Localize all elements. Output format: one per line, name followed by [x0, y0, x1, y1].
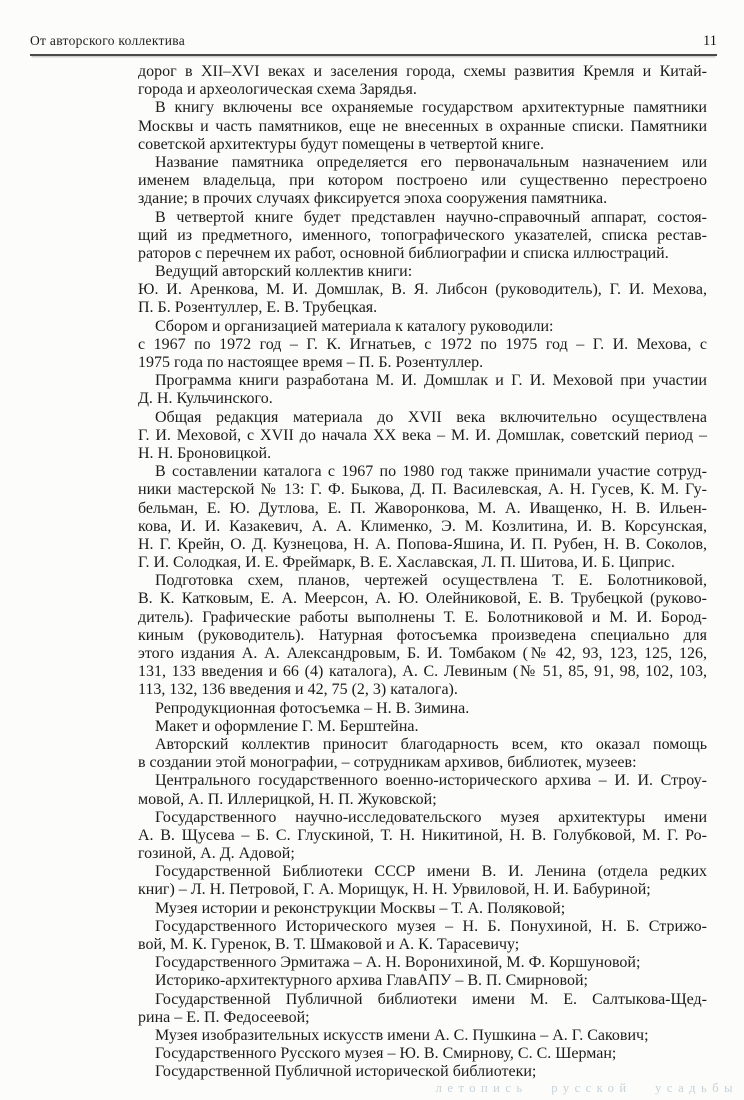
text-line: Центрального государственного военно-исторического архива – И. И. Строу- [155, 772, 707, 790]
text-line: Г. И. Меховой, с XVII до начала XX века – М. И. Домшлак, советский период – [138, 426, 707, 444]
text-line: Программа книги разработана М. И. Домшлак и Г. И. Меховой при участии [155, 372, 707, 390]
text-line: В. К. Катковым, Е. А. Меерсон, А. Ю. Олейниковой, Е. В. Трубецкой (руково- [138, 590, 707, 608]
text-line: Авторский коллектив приносит благодарность всем, кто оказал помощь [155, 735, 707, 753]
text-line: Н. Н. Броновицкой. [138, 444, 272, 462]
text-line: Государственной Библиотеки СССР имени В. И. Ленина (отдела редких [155, 863, 707, 881]
text-line: П. Б. Розентуллер, Е. В. Трубецкая. [138, 299, 378, 317]
text-line: ники мастерской № 13: Г. Ф. Быкова, Д. П. Василевская, А. Н. Гусев, К. М. Гу- [138, 481, 707, 499]
page-number: 11 [703, 33, 717, 49]
text-line: бельман, Е. Ю. Дутлова, Е. П. Жаворонкова, М. А. Иващенко, Н. В. Ильен- [138, 499, 707, 517]
running-header [30, 33, 717, 56]
text-line: Сбором и организацией материала к каталогу руководили: [155, 317, 554, 335]
text-line: Н. Г. Крейн, О. Д. Кузнецова, Н. А. Попова-Яшина, И. П. Рубен, Н. В. Соколов, [138, 535, 707, 553]
text-line: Музея изобразительных искусств имени А. С. Пушкина – А. Г. Сакович; [155, 1026, 649, 1044]
text-line: этого издания А. А. Александровым, Б. И. Томбаком (№ 42, 93, 123, 125, 126, [138, 645, 707, 662]
text-line: Макет и оформление Г. М. Берштейна. [155, 717, 419, 735]
text-line: щий из предметного, именного, топографического указателей, списка рестав- [138, 226, 707, 244]
text-line: книг) – Л. Н. Петровой, Г. А. Морищук, Н. Н. Урвиловой, Н. И. Бабуриной; [138, 881, 651, 899]
text-line: Название памятника определяется его первоначальным назначением или [155, 153, 707, 171]
text-line: киным (руководитель). Натурная фотосъемка произведена специально для [138, 626, 707, 644]
text-line: 131, 133 введения и 66 (4) каталога), А. С. Левиным (№ 51, 85, 91, 98, 102, 103, [138, 663, 707, 681]
text-line: раторов с перечнем их работ, основной библиографии и списка иллюстраций. [138, 244, 669, 262]
text-line: Государственного Исторического музея – Н. Б. Понухиной, Н. Б. Стрижо- [155, 917, 707, 935]
text-line: А. В. Щусева – Б. С. Глускиной, Т. Н. Никитиной, Н. В. Голубковой, М. Г. Ро- [138, 826, 707, 844]
text-line: Подготовка схем, планов, чертежей осуществлена Т. Е. Болотниковой, [155, 572, 707, 590]
text-line: 113, 132, 136 введения и 42, 75 (2, 3) каталога). [138, 681, 458, 699]
text-line: Государственного Русского музея – Ю. В. Смирнову, С. С. Шерман; [155, 1045, 617, 1063]
text-line: 1975 года по настоящее время – П. Б. Розентуллер. [138, 354, 484, 371]
text-line: В составлении каталога с 1967 по 1980 год также принимали участие сотруд- [155, 463, 707, 481]
text-line: мовой, А. П. Иллерицкой, Н. П. Жуковской; [138, 790, 437, 808]
text-line: Москвы и часть памятников, еще не внесенных в охранные списки. Памятники [138, 117, 707, 135]
text-line: кова, И. И. Казакевич, А. А. Клименко, Э. М. Козлитина, И. В. Корсунская, [138, 517, 707, 535]
text-line: дорог в XII–XVI веках и заселения города, схемы развития Кремля и Китай- [138, 63, 707, 80]
text-line: рина – Е. П. Федосеевой; [138, 1008, 310, 1026]
text-line: города и археологическая схема Зарядья. [138, 81, 417, 99]
scan-watermark: летопись русской усадьбы [435, 1081, 738, 1095]
text-line: гозиной, А. Д. Адовой; [138, 845, 295, 863]
text-line: здание; в прочих случаях фиксируется эпоха сооружения памятника. [138, 190, 608, 208]
text-line: Историко-архитектурного архива ГлавАПУ – В. П. Смирновой; [155, 972, 588, 990]
text-line: Государственного научно-исследовательского музея архитектуры имени [155, 808, 707, 826]
text-line: вой, М. К. Гуренок, В. Т. Шмаковой и А. К. Тарасевичу; [138, 936, 520, 953]
text-line: В четвертой книге будет представлен научно-справочный аппарат, состоя- [155, 208, 707, 226]
text-line: Музея истории и реконструкции Москвы – Т. А. Поляковой; [155, 899, 566, 917]
running-title: От авторского коллектива [30, 33, 186, 48]
text-line: В книгу включены все охраняемые государством архитектурные памятники [155, 99, 707, 117]
text-line: советской архитектуры будут помещены в четвертой книге. [138, 135, 544, 153]
body-text [138, 63, 707, 1082]
text-line: Государственной Публичной исторической библиотеки; [155, 1063, 537, 1081]
text-line: с 1967 по 1972 год – Г. К. Игнатьев, с 1972 по 1975 год – Г. И. Мехова, с [138, 335, 707, 353]
text-line: Государственной Публичной библиотеки имени М. Е. Салтыкова-Щед- [155, 990, 707, 1008]
text-line: Д. Н. Кульчинского. [138, 390, 273, 408]
text-line: Общая редакция материала до XVII века включительно осуществлена [155, 408, 707, 426]
text-line: дитель). Графические работы выполнены Т. Е. Болотниковой и М. И. Бород- [138, 608, 707, 626]
text-line: Ю. И. Аренкова, М. И. Домшлак, В. Я. Либсон (руководитель), Г. И. Мехова, [138, 281, 707, 299]
text-line: Ведущий авторский коллектив книги: [155, 263, 413, 281]
text-line: Репродукционная фотосъемка – Н. В. Зимина. [155, 699, 470, 717]
text-line: в создании этой монографии, – сотрудникам архивов, библиотек, музеев: [138, 754, 637, 772]
text-line: Г. И. Солодкая, И. Е. Фреймарк, В. Е. Хаславская, Л. П. Шитова, И. Б. Циприс. [138, 554, 675, 572]
text-line: именем владельца, при котором построено или существенно перестроено [138, 172, 707, 190]
text-line: Государственного Эрмитажа – А. Н. Воронихиной, М. Ф. Коршуновой; [155, 954, 641, 972]
